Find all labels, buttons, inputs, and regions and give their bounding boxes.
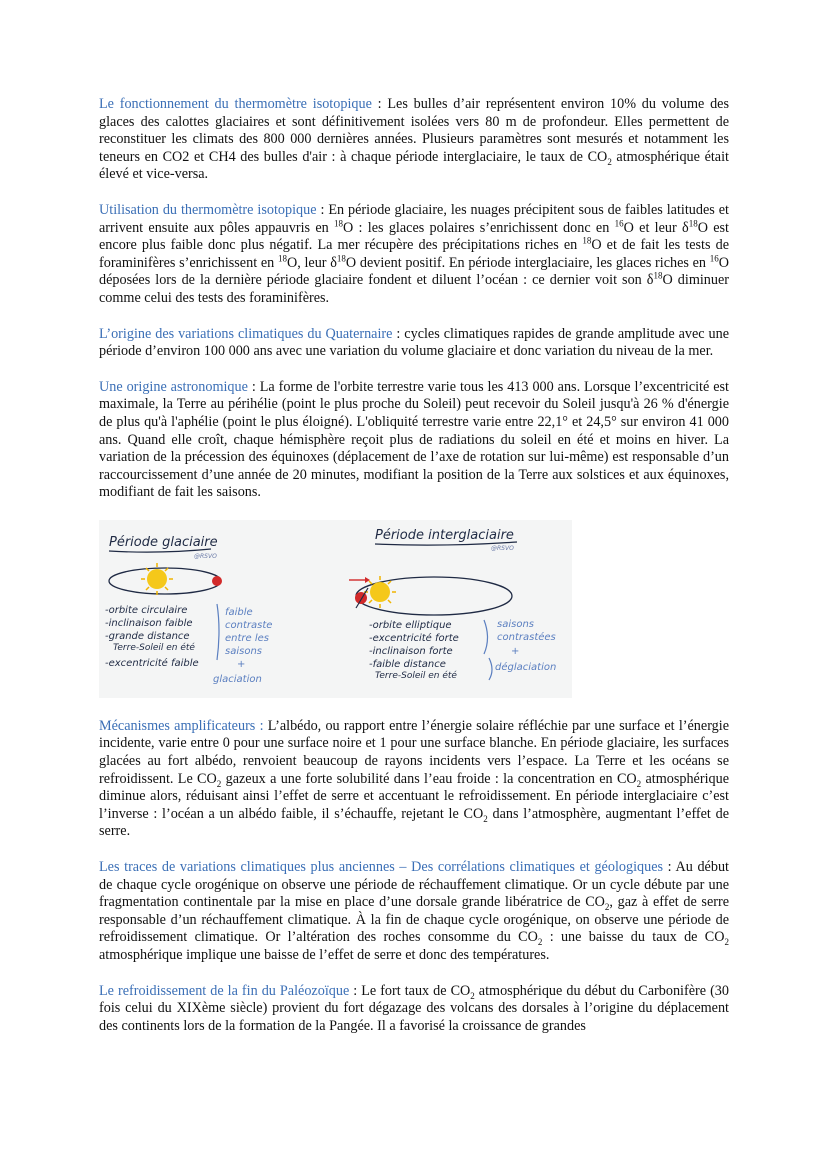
- right-brace-bottom: [489, 658, 492, 680]
- right-effect: saisons: [497, 618, 534, 630]
- paragraph-mecanismes-amplificateurs: Mécanismes amplificateurs : L’albédo, ou rapport entre l’énergie solaire réfléchie par une surface et l’énergie incidente, varie entre 0 pour une surface noire et 1 pour une surface blanche. En période glaciaire, les surfaces glacées au fort albédo, renvoient beaucoup de rayons incidents vers l’espace. La Terre et les océans se refroidissent. Le $CO_2$ gazeux a une forte solubilité dans l’eau froide : la concentration en $CO_2$ atmosphérique diminue alors, réduisant ainsi l’effet de serre et accentuant le refroidissement. En période interglaciaire c’est l’inverse : l’océan a un albédo faible, il s’échauffe, rejetant le $CO_2$ dans l’atmosphère, augmentant l’effet de serre.: [99, 717, 730, 840]
- left-item: Terre-Soleil en été: [113, 642, 195, 653]
- section-heading: Utilisation du thermomètre isotopique: [99, 201, 317, 218]
- left-title: Période glaciaire: [109, 534, 218, 550]
- section-heading: Le refroidissement de la fin du Paléozoïque: [99, 982, 350, 999]
- section-heading: Les traces de variations climatiques plus anciennes – Des corrélations climatiques et géologiques: [99, 859, 664, 876]
- paragraph-origine-quaternaire: L’origine des variations climatiques du Quaternaire : cycles climatiques rapides de grande amplitude avec une période d’environ 100 000 ans avec une variation du volume glaciaire et donc variation du niveau de la mer.: [99, 325, 729, 360]
- section-heading: Le fonctionnement du thermomètre isotopique: [99, 96, 372, 112]
- left-item: -grande distance: [105, 630, 190, 642]
- right-item: -faible distance: [369, 658, 446, 670]
- left-effect: contraste: [225, 619, 273, 631]
- right-item: Terre-Soleil en été: [375, 670, 457, 681]
- left-effect: glaciation: [213, 673, 262, 685]
- right-title: Période interglaciaire: [375, 527, 514, 543]
- left-effect: saisons: [225, 645, 262, 657]
- right-sun-icon: [364, 576, 396, 608]
- left-credit: @RSVO: [194, 552, 217, 560]
- section-heading: Mécanismes amplificateurs :: [99, 717, 264, 734]
- paragraph-refroidissement-paleozoique: Le refroidissement de la fin du Paléozoïque : Le fort taux de $CO_2$ atmosphérique du début du Carbonifère (30 fois celui du XIXème siècle) provient du fort dégazage des volcans des dorsales à l’origine du déplacement des continents lors de la formation de la Pangée. Il a favorisé la croissance de grandes: [99, 982, 729, 1034]
- document-page: [99, 96, 729, 1053]
- left-item: -inclinaison faible: [105, 617, 193, 629]
- left-effect: entre les: [225, 632, 269, 644]
- right-credit: @RSVO: [491, 544, 514, 552]
- right-item: -orbite elliptique: [369, 619, 452, 631]
- right-brace-top: [484, 620, 488, 654]
- orbit-comparison-figure: [99, 520, 572, 698]
- section-heading: L’origine des variations climatiques du Quaternaire: [99, 325, 393, 342]
- right-effect: contrastées: [497, 631, 556, 643]
- right-effect: +: [511, 645, 520, 657]
- left-effect: +: [237, 658, 246, 670]
- left-item: -orbite circulaire: [105, 604, 188, 616]
- paragraph-thermometre-fonctionnement: Le fonctionnement du thermomètre isotopique : Les bulles d’air représentent environ 10% du volume des glaces des calottes glaciaires et sont définitivement isolées vers 80 m de profondeur. Elles permettent de reconstituer les climats des 800 000 dernières années. Plusieurs paramètres sont mesurés et notamment les teneurs en CO2 et CH4 des bulles d'air : à chaque période interglaciaire, le taux de $CO_2$ atmosphérique était élevé et vice-versa.: [99, 96, 729, 183]
- paragraph-thermometre-utilisation: Utilisation du thermomètre isotopique : En période glaciaire, les nuages précipitent sous de faibles latitudes et arrivent ensuite aux pôles appauvris en $^{18}$O : les glaces polaires s’enrichissent donc en $^{16}$O et leur $\delta^{18}O$ est encore plus faible donc plus négatif. La mer récupère des précipitations riches en $^{18}$O et de fait les tests de foraminifères s’enrichissent en $^{18}$O, leur $\delta^{18}O$ devient positif. En période interglaciaire, les glaces riches en $^{16}$O déposées lors de la dernière période glaciaire fondent et diluent l’océan : ce dernier voit son $\delta^{18}O$ diminuer comme celui des tests des foraminifères.: [99, 201, 730, 306]
- section-heading: Une origine astronomique: [99, 378, 248, 395]
- left-item: -excentricité faible: [105, 657, 199, 669]
- left-earth-icon: [212, 576, 222, 586]
- left-effect: faible: [225, 606, 253, 618]
- paragraph-origine-astronomique: Une origine astronomique : La forme de l'orbite terrestre varie tous les 413 000 ans. Lorsque l’excentricité est maximale, la Terre au périhélie (point le plus proche du Soleil) peut recevoir du Soleil jusqu'à 26 % d'énergie de plus qu'à l'aphélie (point le plus éloigné). L'obliquité terrestre varie entre 22,1° et 24,5° sur environ 41 000 ans. Quand elle croît, chaque hémisphère reçoit plus de radiations du soleil en été et moins en hiver. La variation de la précession des équinoxes (déplacement de l’axe de rotation sur lui-même) est responsable d’un raccourcissement d’une année de 20 minutes, modifiant la position de la Terre aux solstices et aux équinoxes, modifiant de fait les saisons.: [99, 378, 729, 501]
- right-item: -inclinaison forte: [369, 645, 453, 657]
- right-effect: déglaciation: [495, 661, 557, 673]
- left-brace: [217, 604, 219, 660]
- paragraph-traces-anciennes: Les traces de variations climatiques plus anciennes – Des corrélations climatiques et géologiques : Au début de chaque cycle orogénique on observe une période de réchauffement climatique. Or un cycle débute par une fragmentation continentale par la mise en place d’une dorsale grande libératrice de $CO_2$, gaz à effet de serre responsable d’un réchauffement climatique. À la fin de chaque cycle orogénique, on observe une période de refroidissement climatique. Or l’altération des roches consomme du $CO_2$ : une baisse du taux de $CO_2$ atmosphérique implique une baisse de l’effet de serre et donc des températures.: [99, 859, 730, 963]
- right-arrow-icon: [349, 577, 370, 583]
- right-item: -excentricité forte: [369, 632, 459, 644]
